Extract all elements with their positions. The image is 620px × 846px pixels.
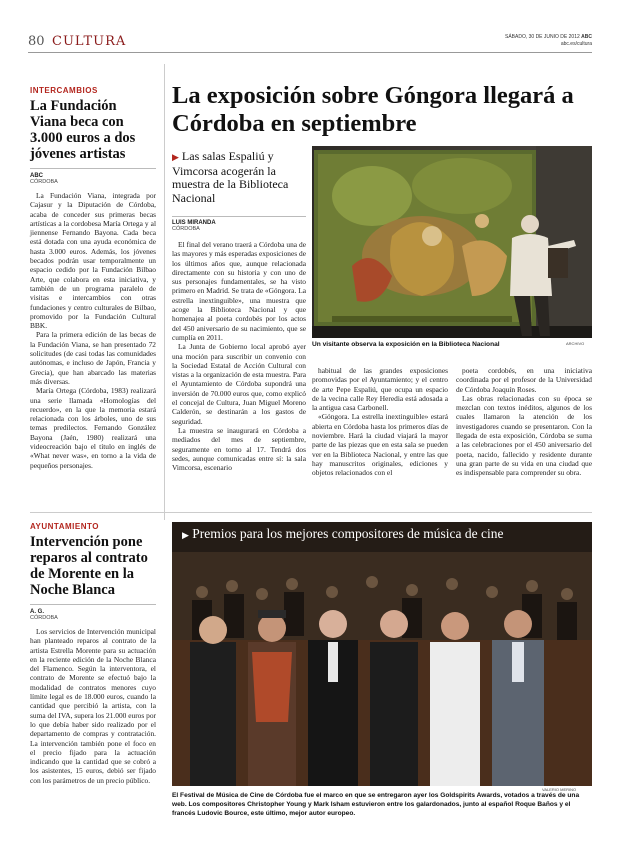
article-byline: A. G. [30, 609, 45, 615]
paragraph: «Góngora. La estrella inextinguible» estará abierta en Córdoba hasta los primeros días de noviembre. Hará la ciudad viajará la mayor parte de las piezas que en esta sala se pueden ver en la Biblioteca Nacional, y entre las que hay manuscritos originales, ediciones y objetos relacionados con el [312, 412, 448, 478]
exhibition-photo [312, 146, 592, 338]
article-headline: Intervención pone reparos al contrato de Morente en la Noche Blanca [30, 534, 148, 598]
article-location: CÓRDOBA [30, 179, 58, 185]
article-body [30, 191, 156, 470]
exhibition-image [312, 146, 592, 338]
article-location: CÓRDOBA [30, 615, 58, 621]
article-byline: ABC [30, 173, 43, 179]
page-number: 80 [28, 34, 45, 49]
photo-story-title-text: Premios para los mejores compositores de música de cine [192, 526, 504, 541]
paragraph: Para la primera edición de las becas de la Fundación Viana, se han presentado 72 solicitudes (de casi todas las comunidades autónomas, e incluso de Japón, Francia y Grecia), que han abarcado las materias más diversas. [30, 330, 156, 386]
header-info [505, 34, 592, 48]
divider [30, 604, 156, 605]
article-body [30, 627, 156, 785]
paragraph: El final del verano traerá a Córdoba una de las mayores y más esperadas exposiciones de los últimos años que, aunque relacionada directamente con su historia y con uno de sus personajes fundamentales, se ha visto primero en Madrid. Se trata de «Góngora. La estrella inextinguible», una muestra que acoge la Biblioteca Nacional y que homenajea al poeta cordobés por los actos del 450 aniversario de su nacimiento, que se cumplía en 2011. [172, 240, 306, 342]
main-column-3 [456, 366, 592, 478]
paragraph: La Junta de Gobierno local aprobó ayer una moción para suscribir un convenio con la Sociedad Estatal de Acción Cultural con vistas a la organización de esta muestra. Para el Ayuntamiento de Córdoba supondrá una inversión de 70.000 euros que, como explicó el concejal de Cultura, Juan Miguel Moreno Calderón, se destinarán a los gastos de seguridad. [172, 342, 306, 426]
paragraph: María Ortega (Córdoba, 1983) realizará una serie llamada «Homologías del recuerdo», en la que la memoria estará relacionada con los árboles, uno de sus temas predilectos. Fernando González Bayona (Jaén, 1980) realizará una videocreación bajo el título en inglés de «What never was», en torno a la vida de pequeños personajes. [30, 386, 156, 470]
article-kicker: AYUNTAMIENTO [30, 522, 99, 531]
triangle-bullet-icon: ▶ [182, 530, 189, 540]
paragraph: Las obras relacionadas con su época se mezclan con textos inéditos, algunos de los cuales llamaron la atención de los investigadores cuando se presentaron. Con la llegada de esta exposición, Córdoba se suma a las celebraciones por el 450 aniversario del poeta, nacido, fallecido y residente durante una gran parte de su vida en una ciudad que es indispensable para comprender su obra. [456, 393, 592, 478]
photo-story-caption: El Festival de Música de Cine de Córdoba fue el marco en que se entregaron ayer los Goldspirits Awards, votados a través de una web. Los compositores Christopher Young y Mark Isham estuvieron entre los galardonados, junto al español Roque Baños y el francés Ludovic Bource, este último, mejor autor europeo. [172, 792, 580, 817]
issue-date: SÁBADO, 30 DE JUNIO DE 2012 [505, 34, 580, 40]
divider [30, 168, 156, 169]
photo-credit: ARCHIVO [566, 341, 585, 346]
subhead-text: Las salas Espaliú y Vimcorsa acogerán la muestra de la Biblioteca Nacional [172, 149, 289, 205]
main-subhead [172, 150, 306, 205]
orchestra-image [172, 522, 592, 786]
main-byline: LUIS MIRANDA [172, 220, 216, 226]
main-byline-block [172, 216, 306, 238]
photo-story-title [182, 526, 503, 542]
newspaper-name: ABC [581, 34, 592, 40]
section-divider [30, 512, 592, 513]
photo-story-credit: VALERIO MERINO [542, 787, 577, 792]
divider [172, 216, 306, 217]
header-divider [28, 52, 592, 53]
triangle-bullet-icon: ▶ [172, 152, 179, 162]
article-headline: La Fundación Viana beca con 3.000 euros a dos jóvenes artistas [30, 98, 136, 162]
paragraph: Los servicios de Intervención municipal han planteado reparos al contrato de la artista Estrella Morente para su actuación en la reciente edición de la Noche Blanca del Flamenco. Según la interventora, el contrato de Morente se efectuó bajo la modalidad de contratos menores cuyo límite legal es de 18.000 euros, cuando la cantidad que percibió la artista, con la suma del IVA, supera los 21.000 euros por lo que debía haber sido realizado por el departamento de compras y contratación. La intervención también pone el foco en el precio fijado para la actuación indicando que la cantidad que se cobró a los asistentes, 15 euros, debió ser fijado con los parámetros de un precio público. [30, 627, 156, 785]
section-url[interactable]: abc.es/cultura [560, 41, 592, 47]
main-headline: La exposición sobre Góngora llegará a Córdoba en septiembre [172, 82, 574, 137]
article-kicker: INTERCAMBIOS [30, 86, 98, 95]
paragraph: La muestra se inaugurará en Córdoba a mediados del mes de septiembre, seguramente en torno al 17. Tendrá dos sedes, aunque comunicadas entre sí: la sala Vimcorsa, escenario [172, 425, 306, 473]
main-column-2 [312, 366, 448, 478]
photo-caption: Un visitante observa la exposición en la Biblioteca Nacional [312, 341, 500, 348]
article-morente [30, 522, 156, 785]
paragraph: La Fundación Viana, integrada por Cajasur y la Diputación de Córdoba, acaba de conceder sus primeras becas artísticas a la cordobesa María Ortega y al jiennense Fernando Bayona. Cada beca está dotada con una ayuda económica de hasta 3.000 euros. Además, los jóvenes becados podrán usar temporalmente un espacio cedido por la Fundación Bilbao Arte, que colabora en esta iniciativa, y también de un programa paralelo de visitas e intercambios con otras fundaciones y centro culturales de Bilbao, promovido por la Fundación Cultural BBK. [30, 191, 156, 331]
paragraph: habitual de las grandes exposiciones promovidas por el Ayuntamiento; y el centro de arte Pepe Espaliú, que ocupa un espacio de la vecina calle Rey Heredia está adosada a la antigua casa Carbonell. [312, 366, 448, 413]
main-location: CÓRDOBA [172, 226, 200, 232]
paragraph: poeta cordobés, en una iniciativa coordinada por el profesor de la Universidad de Córdoba Joaquín Roses. [456, 366, 592, 394]
page-header [28, 34, 592, 52]
main-column-1 [172, 240, 306, 472]
article-fundacion-viana [30, 86, 156, 470]
column-divider [164, 64, 165, 520]
awards-photo [172, 522, 592, 786]
section-name: CULTURA [52, 34, 127, 49]
